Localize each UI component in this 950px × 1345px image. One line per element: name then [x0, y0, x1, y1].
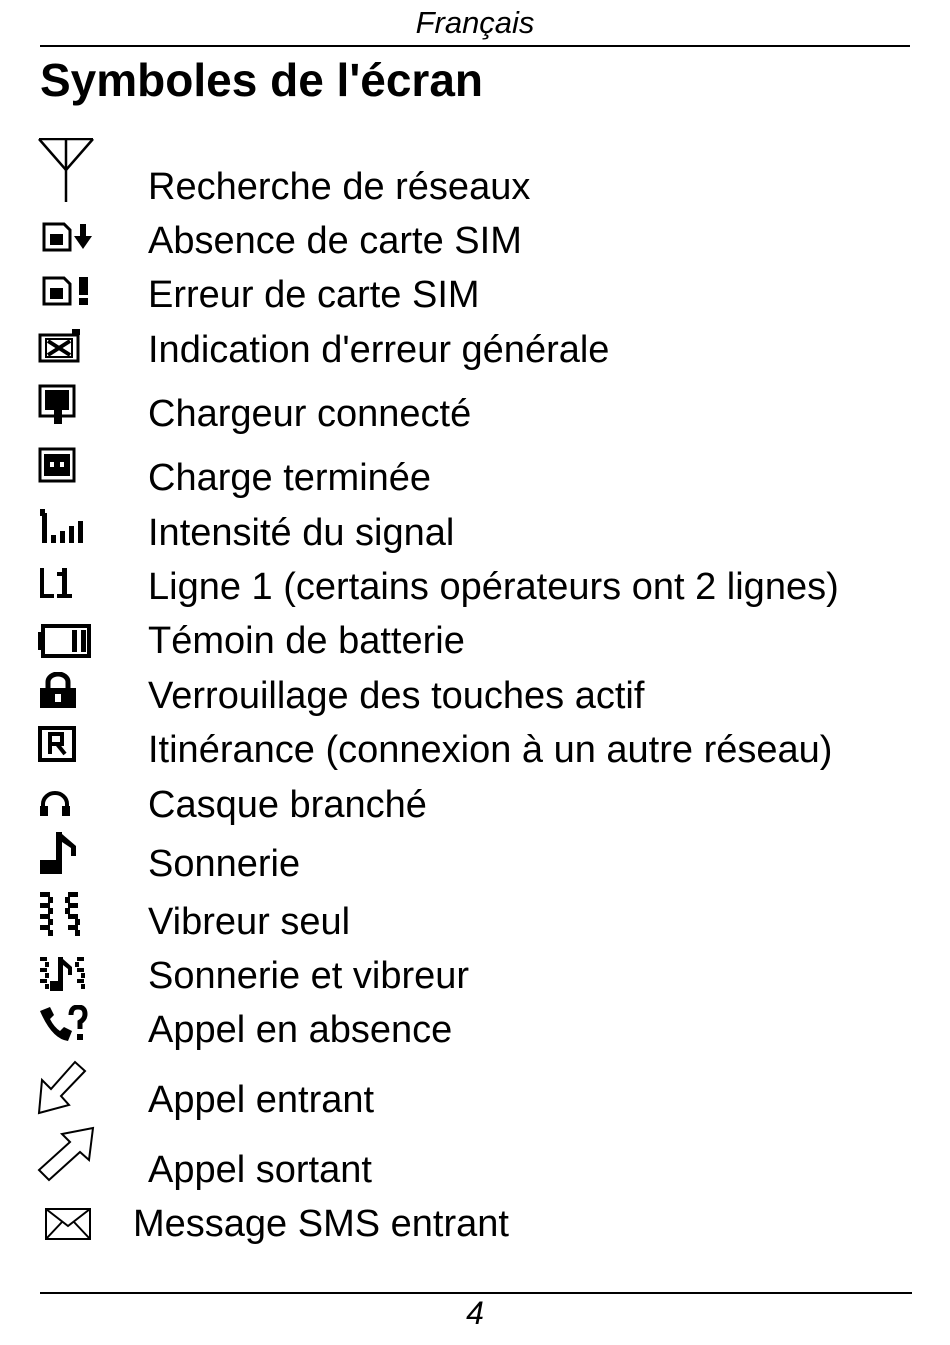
page-number: 4	[466, 1295, 484, 1331]
vibrate-icon	[38, 888, 84, 938]
missed-call-icon	[38, 1005, 88, 1043]
general-error-icon	[38, 329, 82, 363]
header-rule	[40, 45, 910, 47]
symbol-label: Appel en absence	[148, 1009, 453, 1051]
incoming-call-icon	[36, 1058, 88, 1116]
ringer-icon	[38, 830, 82, 878]
charger-connected-icon	[38, 384, 78, 426]
symbol-label: Erreur de carte SIM	[148, 274, 480, 316]
symbol-label: Appel sortant	[148, 1149, 372, 1191]
symbol-label: Sonnerie	[148, 843, 301, 885]
symbol-label: Casque branché	[148, 784, 427, 826]
signal-strength-icon	[38, 509, 84, 545]
symbol-label: Appel entrant	[148, 1079, 375, 1121]
charge-complete-icon	[38, 447, 78, 485]
ringer-vibrate-icon	[38, 955, 88, 995]
symbol-label: Vibreur seul	[148, 901, 351, 943]
symbol-label: Sonnerie et vibreur	[148, 955, 470, 997]
battery-icon	[38, 624, 92, 658]
page-header-language: Français	[415, 5, 535, 40]
antenna-icon	[38, 138, 96, 204]
symbol-label: Message SMS entrant	[133, 1203, 509, 1245]
keypad-lock-icon	[38, 672, 78, 710]
symbol-label: Absence de carte SIM	[148, 220, 522, 262]
symbol-label: Charge terminée	[148, 457, 432, 499]
sim-error-icon	[42, 276, 98, 306]
symbol-label: Indication d'erreur générale	[148, 329, 610, 371]
outgoing-call-icon	[36, 1126, 96, 1182]
symbol-label: Recherche de réseaux	[148, 166, 531, 208]
sms-envelope-icon	[44, 1206, 92, 1242]
symbol-label: Ligne 1 (certains opérateurs ont 2 lignes)	[148, 566, 839, 608]
headset-icon	[38, 790, 72, 820]
symbol-label: Chargeur connecté	[148, 393, 472, 435]
symbol-label: Itinérance (connexion à un autre réseau)	[148, 729, 833, 771]
page-title: Symboles de l'écran	[40, 54, 484, 106]
symbol-label: Témoin de batterie	[148, 620, 465, 662]
sim-missing-icon	[42, 222, 98, 252]
symbol-label: Verrouillage des touches actif	[148, 675, 645, 717]
symbol-label: Intensité du signal	[148, 512, 455, 554]
line-1-icon	[38, 566, 74, 600]
roaming-icon	[38, 726, 78, 762]
